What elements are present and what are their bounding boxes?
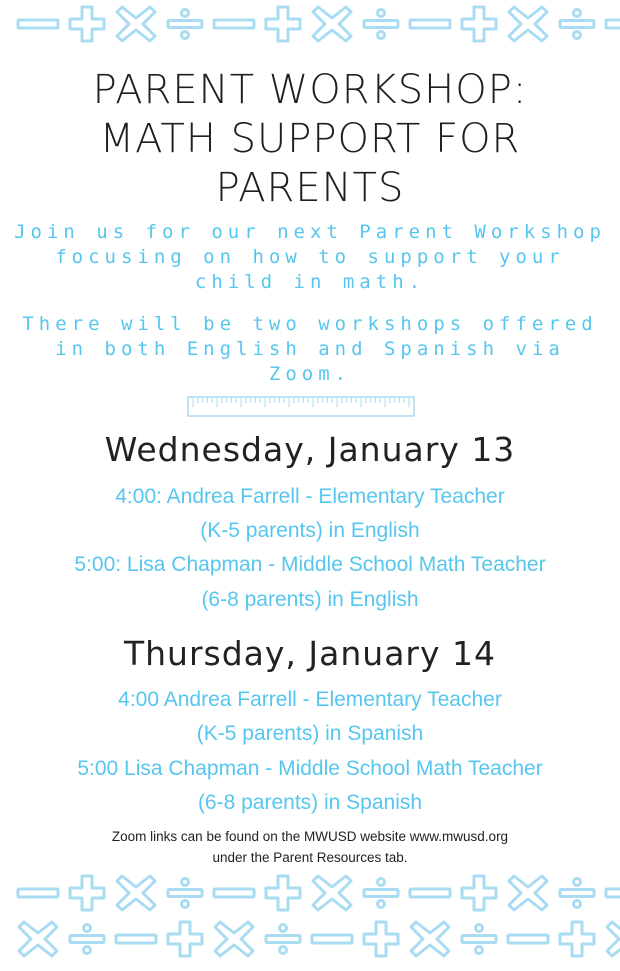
times-icon [117,876,155,910]
intro-paragraph-2 [10,312,610,387]
intro-p1-line-2: focusing on how to support your [55,246,565,268]
divide-icon [70,925,104,954]
times-icon [313,7,351,41]
divide-icon [168,879,202,908]
plus-icon [560,922,594,956]
session-1-line-1: 4:00: Andrea Farrell - Elementary Teacher [115,485,505,508]
minus-icon [18,889,58,897]
math-symbol-border-bottom [0,872,620,971]
intro-p2-line-1: There will be two workshops offered [22,313,598,335]
intro-p1-line-1: Join us for our next Parent Workshop [14,221,606,243]
minus-icon [18,20,58,28]
ruler-icon [187,396,415,418]
plus-icon [168,922,202,956]
plus-icon [462,7,496,41]
top-symbol-border [0,4,620,44]
times-icon [607,922,620,956]
title-line-3: PARENTS [215,165,405,211]
footer-note [0,826,620,868]
math-symbol-border-top [0,4,620,44]
minus-icon [214,20,254,28]
footer-line-2: under the Parent Resources tab. [212,850,408,865]
plus-icon [70,7,104,41]
session-2-line-4: (6-8 parents) in Spanish [197,791,423,814]
minus-icon [410,889,450,897]
minus-icon [410,20,450,28]
title-line-2: MATH SUPPORT FOR [99,116,521,162]
minus-icon [116,935,156,943]
plus-icon [462,876,496,910]
session-1-line-2: (K-5 parents) in English [200,519,420,542]
minus-icon [606,889,620,897]
intro-p2-line-3: Zoom. [268,363,352,385]
intro-p1-line-3: child in math. [194,271,426,293]
times-icon [509,7,547,41]
times-icon [117,7,155,41]
intro-p2-line-2: in both English and Spanish via [55,338,565,360]
session-1-line-4: (6-8 parents) in English [201,588,419,611]
session-2-line-3: 5:00 Lisa Chapman - Middle School Math Teacher [77,757,543,780]
times-icon [313,876,351,910]
divide-icon [168,10,202,39]
plus-icon [70,876,104,910]
session-2-line-2: (K-5 parents) in Spanish [196,722,424,745]
plus-icon [266,876,300,910]
session-day-1: Wednesday, January 13 [104,430,516,469]
divide-icon [560,879,594,908]
intro-paragraph-1 [10,220,610,295]
session-day-2: Thursday, January 14 [123,634,496,673]
divide-icon [462,925,496,954]
times-icon [411,922,449,956]
footer-line-1: Zoom links can be found on the MWUSD website www.mwusd.org [111,829,509,844]
ruler-divider [187,396,415,422]
divide-icon [560,10,594,39]
page-title [0,66,620,213]
divide-icon [364,879,398,908]
divide-icon [266,925,300,954]
session-1-line-3: 5:00: Lisa Chapman - Middle School Math Teacher [74,553,546,576]
minus-icon [606,20,620,28]
times-icon [509,876,547,910]
minus-icon [312,935,352,943]
times-icon [215,922,253,956]
minus-icon [508,935,548,943]
bottom-symbol-border [0,872,620,971]
plus-icon [364,922,398,956]
divide-icon [364,10,398,39]
title-line-1: PARENT WORKSHOP: [92,67,528,113]
session-2-line-1: 4:00 Andrea Farrell - Elementary Teacher [118,688,502,711]
times-icon [19,922,57,956]
plus-icon [266,7,300,41]
minus-icon [214,889,254,897]
